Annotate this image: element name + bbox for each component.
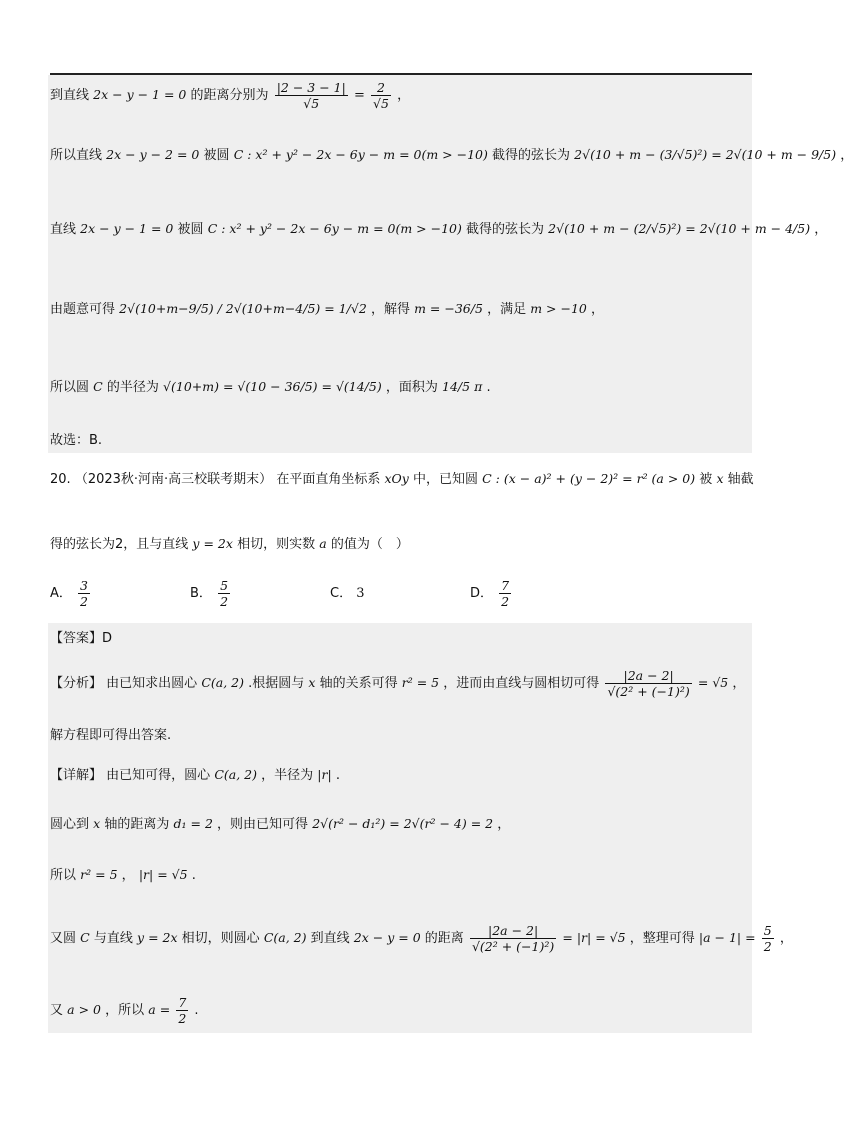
analysis-r2-text: r² = 5 <box>401 675 440 690</box>
previous-solution-line5-mid-text: 的半径为 <box>106 380 159 395</box>
question-options-2-label-text: C． <box>330 586 353 601</box>
detail-abs-text: |a − 1| = <box>698 930 756 945</box>
previous-solution-line4-pre-text: 由题意可得 <box>50 302 116 317</box>
previous-solution-line1-eqs-text: = <box>353 88 365 103</box>
previous-solution-line4-m-val-text: m = −36/5 <box>414 301 483 316</box>
answer-line <box>50 630 112 648</box>
previous-solution-line2-circle-text: C : x² + y² − 2x − 6y − m = 0(m > −10) <box>233 147 488 162</box>
question-axis-text: x <box>716 471 724 486</box>
question-text5-text: 得的弦长为2，且与直线 <box>50 537 189 552</box>
fraction <box>176 995 188 1026</box>
previous-solution-line3-tail-text: ， <box>814 222 828 237</box>
question-text6-text: 相切，则实数 <box>237 537 316 552</box>
answer-tag: 【答案】 <box>50 631 103 646</box>
previous-solution-line3-mid-text: 被圆 <box>177 222 204 237</box>
analysis-t6-text: 解方程即可得出答案. <box>50 728 172 743</box>
detail-d1-text: d₁ = 2 <box>173 816 213 831</box>
analysis-t3-text: 轴的关系可得 <box>319 676 398 691</box>
detail-l5a-text: 又 <box>50 1003 64 1018</box>
analysis-axis-text: x <box>308 675 316 690</box>
option-c <box>330 585 365 603</box>
previous-solution-line1-den2-text: √5 <box>373 96 389 111</box>
previous-solution-line2-mid2-text: 截得的弦长为 <box>492 148 571 163</box>
detail-d-rhs-text: = |r| = √5 <box>562 930 626 945</box>
previous-solution-line4-cond-text: m > −10 <box>530 301 587 316</box>
analysis-line-2 <box>50 727 171 745</box>
detail-l3expr2-text: |r| = √5 <box>138 867 188 882</box>
question-text1-text: 在平面直角坐标系 <box>276 472 381 487</box>
previous-solution-line3-eq-text: 2x − y − 1 = 0 <box>80 221 174 236</box>
detail-radius-text: |r| <box>317 767 332 782</box>
detail-line-2 <box>50 815 510 834</box>
analysis-d-rhs-text: = √5 <box>697 675 729 690</box>
detail-abs-num-text: 5 <box>763 923 772 938</box>
detail-d-den-text: √(2² + (−1)²) <box>471 939 555 954</box>
previous-solution-line1-mid-text: 的距离分别为 <box>190 88 269 103</box>
detail-l1b-text: ，半径为 <box>261 768 314 783</box>
detail-cond-text: a > 0 <box>67 1002 101 1017</box>
detail-l4c-text: 相切，则圆心 <box>181 931 260 946</box>
previous-solution-line5-mid2-text: ，面积为 <box>385 380 438 395</box>
question-circle-text: C : (x − a)² + (y − 2)² = r² (a > 0) <box>482 471 696 486</box>
analysis-t1-text: 由已知求出圆心 <box>106 676 198 691</box>
question-line-text: y = 2x <box>192 536 233 551</box>
previous-solution-line1-num2-text: 2 <box>371 80 391 96</box>
previous-solution-line1-eq-text: 2x − y − 1 = 0 <box>93 87 187 102</box>
detail-l4d-text: 到直线 <box>310 931 350 946</box>
previous-solution-line3-expr-text: 2√(10 + m − (2/√5)²) = 2√(10 + m − 4/5) <box>548 221 811 236</box>
question-options-3-den-text: 2 <box>501 594 510 609</box>
question-options-3-num-text: 7 <box>501 578 510 593</box>
detail-l2expr-text: 2√(r² − d₁²) = 2√(r² − 4) = 2 <box>312 816 494 831</box>
detail-result-text: a = <box>148 1002 171 1017</box>
question-options-0-label-text: A． <box>50 586 72 601</box>
option-a <box>50 578 92 609</box>
fraction <box>275 80 348 111</box>
solution-line-2 <box>50 146 853 165</box>
question-coord-text: xOy <box>384 471 409 486</box>
question-options-1-den-text: 2 <box>220 594 229 609</box>
fraction <box>605 668 691 699</box>
detail-center-text: C(a, 2) <box>214 767 257 782</box>
question-options-1-label-text: B． <box>190 586 212 601</box>
fraction <box>78 578 90 609</box>
detail-center2-text: C(a, 2) <box>263 930 307 945</box>
previous-solution-line3-mid2-text: 截得的弦长为 <box>466 222 545 237</box>
detail-line-3 <box>50 866 196 885</box>
question-number: 20. <box>50 472 71 487</box>
fraction <box>762 923 774 954</box>
detail-l3a-text: 所以 <box>50 868 77 883</box>
analysis-center-text: C(a, 2) <box>201 675 244 690</box>
detail-d-num-text: |2a − 2| <box>470 923 556 939</box>
previous-solution-line2-tail-text: ， <box>840 148 853 163</box>
solution-line-1 <box>50 80 410 111</box>
previous-solution-line1-den-text: √5 <box>303 96 320 111</box>
previous-solution-line5-c-text: C <box>93 379 103 394</box>
analysis-d-num-text: |2a − 2| <box>605 668 691 684</box>
question-options-3-label-text: D． <box>470 586 494 601</box>
detail-l4e-text: 的距离 <box>424 931 464 946</box>
detail-l5c-text: . <box>194 1003 199 1018</box>
detail-c-text: C <box>80 930 90 945</box>
detail-l4f-text: ，整理可得 <box>629 931 695 946</box>
previous-solution-line4-ratio-text: 2√(10+m−9/5) / 2√(10+m−4/5) = 1/√2 <box>119 301 367 316</box>
solution-line-4 <box>50 300 604 319</box>
previous-solution-line5-expr-text: √(10+m) = √(10 − 36/5) = √(14/5) <box>163 379 382 394</box>
previous-solution-line1-pre-text: 到直线 <box>50 88 90 103</box>
analysis-t5-text: ， <box>732 676 746 691</box>
detail-line-text: y = 2x <box>137 930 178 945</box>
question-line-2 <box>50 535 409 554</box>
previous-solution-line2-expr-text: 2√(10 + m − (3/√5)²) = 2√(10 + m − 9/5) <box>574 147 837 162</box>
detail-abs-den-text: 2 <box>763 939 772 954</box>
question-text7-text: 的值为（ ） <box>330 537 409 552</box>
previous-solution-line2-mid-text: 被圆 <box>203 148 230 163</box>
detail-axis-text: x <box>93 816 101 831</box>
detail-l1c-text: . <box>335 768 340 783</box>
fraction <box>470 923 556 954</box>
detail-line-4 <box>50 923 793 954</box>
question-var-text: a <box>319 536 327 551</box>
analysis-d-den-text: √(2² + (−1)²) <box>607 684 690 699</box>
previous-solution-line1-num-text: |2 − 3 − 1| <box>276 80 346 95</box>
question-source: （2023秋·河南·高三校联考期末） <box>74 472 273 487</box>
option-d <box>470 578 513 609</box>
question-text4-text: 轴截 <box>727 472 754 487</box>
previous-solution-line4-tail-text: ， <box>591 302 605 317</box>
detail-res-den-text: 2 <box>178 1011 187 1026</box>
fraction <box>371 80 391 111</box>
detail-l2a-text: 圆心到 <box>50 817 90 832</box>
detail-l4b-text: 与直线 <box>93 931 133 946</box>
option-b <box>190 578 232 609</box>
answer-value: D <box>102 631 113 646</box>
previous-solution-line4-mid2-text: ，满足 <box>487 302 527 317</box>
detail-l3b-text: ， <box>121 868 135 883</box>
previous-solution-line6-text: 故选：B. <box>50 433 103 448</box>
analysis-tag: 【分析】 <box>50 676 103 691</box>
detail-line2-text: 2x − y = 0 <box>353 930 421 945</box>
previous-solution-line2-eq-text: 2x − y − 2 = 0 <box>106 147 200 162</box>
previous-solution-line5-area-text: 14/5 π <box>442 379 483 394</box>
analysis-t2-text: .根据圆与 <box>248 676 305 691</box>
detail-l2d-text: ， <box>497 817 511 832</box>
detail-l2b-text: 轴的距离为 <box>104 817 170 832</box>
fraction <box>499 578 511 609</box>
solution-line-3 <box>50 220 827 239</box>
previous-solution-line3-pre-text: 直线 <box>50 222 77 237</box>
detail-res-num-text: 7 <box>178 995 187 1010</box>
previous-solution-line1-tail-text: ， <box>397 88 411 103</box>
previous-solution-line3-circle-text: C : x² + y² − 2x − 6y − m = 0(m > −10) <box>207 221 462 236</box>
previous-solution-line5-tail-text: . <box>486 380 491 395</box>
detail-l4g-text: ， <box>779 931 793 946</box>
detail-l5b-text: ，所以 <box>105 1003 145 1018</box>
question-text3-text: 被 <box>699 472 713 487</box>
question-text2-text: 中，已知圆 <box>412 472 478 487</box>
question-options-0-den-text: 2 <box>80 594 88 609</box>
fraction <box>218 578 230 609</box>
solution-line-6 <box>50 432 102 450</box>
question-options-2-value-text: 3 <box>356 586 365 601</box>
detail-l2c-text: ，则由已知可得 <box>217 817 309 832</box>
detail-l1a-text: 由已知可得，圆心 <box>106 768 211 783</box>
question-line-1 <box>50 470 754 489</box>
detail-tag: 【详解】 <box>50 768 103 783</box>
detail-line-1 <box>50 766 340 785</box>
detail-line-5 <box>50 995 199 1026</box>
previous-solution-line4-mid-text: ，解得 <box>370 302 410 317</box>
question-options-0-num-text: 3 <box>80 578 88 593</box>
analysis-t4-text: ，进而由直线与圆相切可得 <box>443 676 600 691</box>
analysis-line-1 <box>50 668 745 699</box>
detail-l4a-text: 又圆 <box>50 931 77 946</box>
previous-solution-line2-pre-text: 所以直线 <box>50 148 103 163</box>
solution-line-5 <box>50 378 491 397</box>
question-options-1-num-text: 5 <box>220 578 229 593</box>
detail-l3c-text: . <box>191 868 196 883</box>
detail-l3expr1-text: r² = 5 <box>80 867 118 882</box>
previous-solution-line5-pre-text: 所以圆 <box>50 380 90 395</box>
